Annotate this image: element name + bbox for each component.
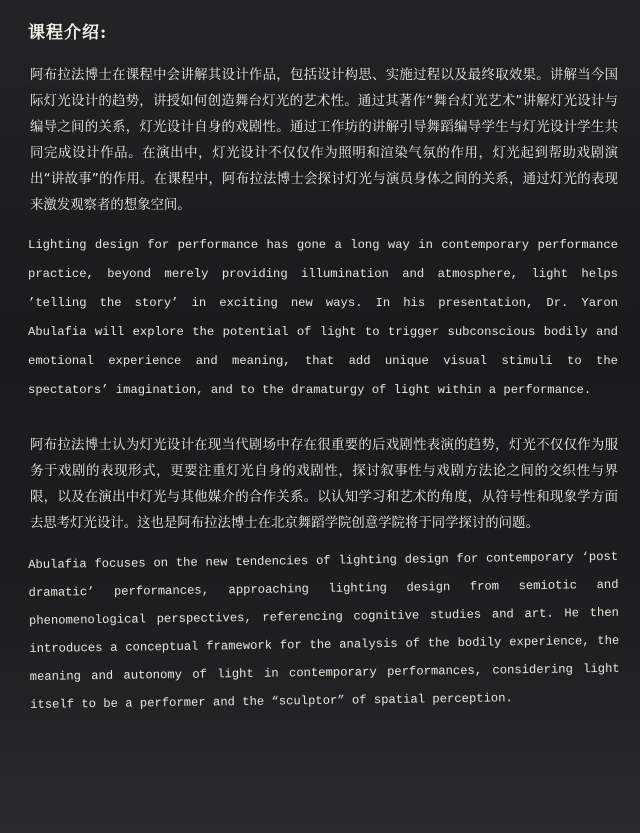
chinese-paragraph-2: 阿布拉法博士认为灯光设计在现当代剧场中存在很重要的后戏剧性表演的趋势，灯光不仅仅作为服务于戏剧的表现形式，更要注重灯光自身的戏剧性，探讨叙事性与戏剧方法论之间的交织性与界限，以及在演出中灯光与其他媒介的合作关系。以认知学习和艺术的角度，从符号性和现象学方面去思考灯光设计。这也是阿布拉法博士在北京舞蹈学院创意学院将于同学探讨的问题。 [30, 438, 618, 531]
english-paragraph-2: Abulafia focuses on the new tendencies of lighting design for contemporary ‘post dramatic’ performances, approaching lighting design from semiotic and phenomenological perspectives, referencing cognitive studies and art. He then introduces a conceptual framework for the analysis of the bodily experience, the meaning and autonomy of light in contemporary performances, considering light itself to be a performer and the “sculptor” of spatial perception. [28, 549, 620, 712]
english-paragraph-1: Lighting design for performance has gone a long way in contemporary performance practice, beyond merely providing illumination and atmosphere, light helps ’telling the story’ in exciting new ways. In his presentation, Dr. Yaron Abulafia will explore the potential of light to trigger subconscious bodily and emotional experience and meaning, that add unique visual stimuli to the spectators’ imagination, and to the dramaturgy of light within a performance. [28, 238, 618, 397]
section-heading: 课程介绍: [28, 23, 108, 43]
chinese-paragraph-1: 阿布拉法博士在课程中会讲解其设计作品，包括设计构思、实施过程以及最终取效果。讲解当今国际灯光设计的趋势，讲授如何创造舞台灯光的艺术性。通过其著作“舞台灯光艺术”讲解灯光设计与编导之间的关系，灯光设计自身的戏剧性。通过工作坊的讲解引导舞蹈编导学生与灯光设计学生共同完成设计作品。在演出中，灯光设计不仅仅作为照明和渲染气氛的作用，灯光起到帮助戏剧演出“讲故事”的作用。在课程中，阿布拉法博士会探讨灯光与演员身体之间的关系，通过灯光的表现来激发观察者的想象空间。 [30, 68, 618, 213]
